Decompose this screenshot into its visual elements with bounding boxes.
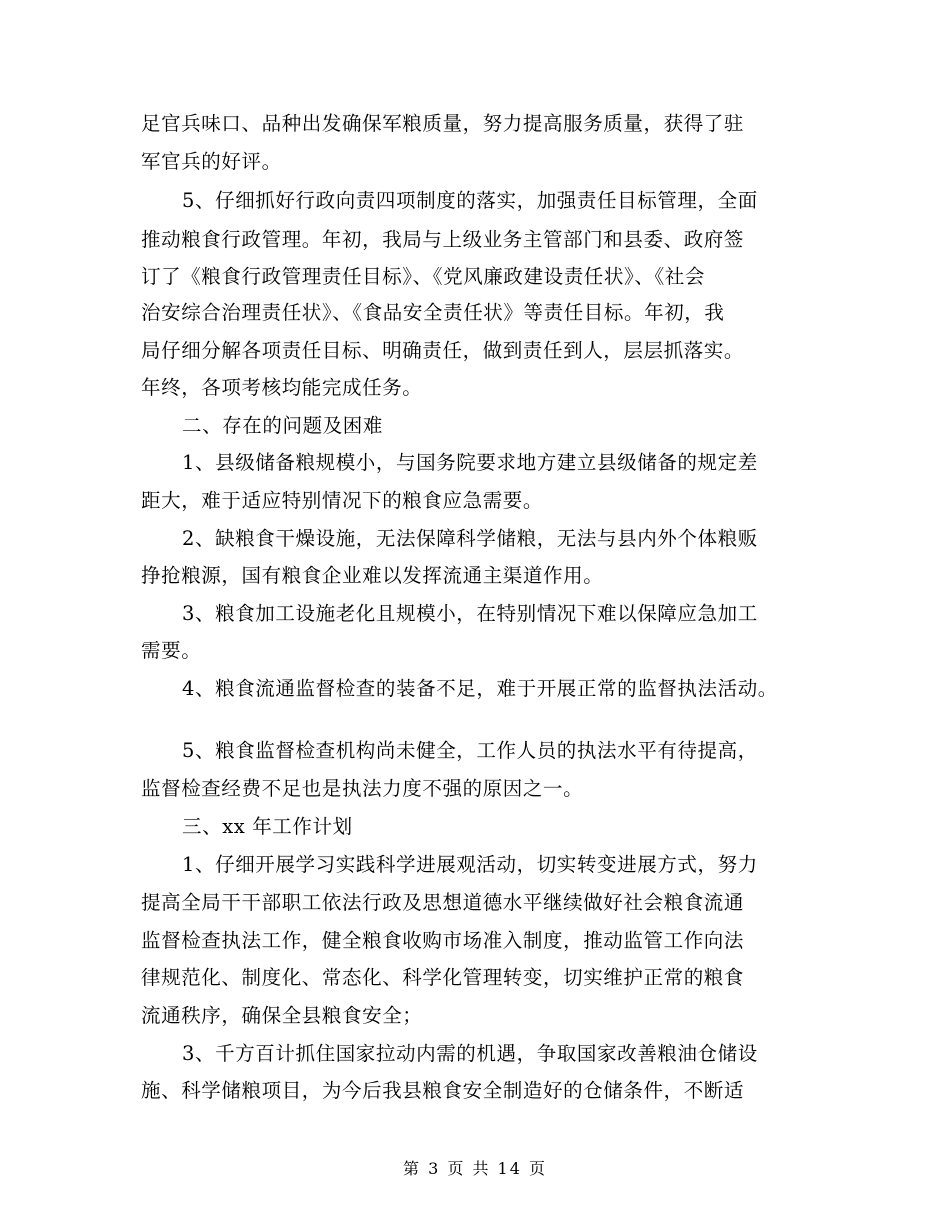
paragraph-line: 军官兵的好评。 [141,150,282,173]
paragraph-line: 1、县级储备粮规模小，与国务院要求地方建立县级储备的规定差 [182,451,758,474]
paragraph-line: 监督检查经费不足也是执法力度不强的原因之一。 [141,777,584,800]
paragraph-line: 足官兵味口、品种出发确保军粮质量，努力提高服务质量，获得了驻 [141,112,745,135]
paragraph-line: 2、缺粮食干燥设施，无法保障科学储粮，无法与县内外个体粮贩 [182,527,758,550]
paragraph-line: 推动粮食行政管理。年初，我局与上级业务主管部门和县委、政府签 [141,228,745,251]
page-number: 3 [428,1159,441,1178]
paragraph-line: 治安综合治理责任状》、《食品安全责任状》等责任目标。年初，我 [141,301,725,324]
paragraph-line: 施、科学储粮项目，为今后我县粮食安全制造好的仓储条件，不断适 [141,1079,745,1102]
paragraph-line: 订了《粮食行政管理责任目标》、《党风廉政建设责任状》、《社会 [141,265,706,288]
paragraph-line: 3、千方百计抓住国家拉动内需的机遇，争取国家改善粮油仓储设 [182,1042,758,1065]
page-label-middle: 页 共 [447,1159,491,1178]
paragraph-line: 需要。 [141,639,202,662]
paragraph-line: 监督检查执法工作，健全粮食收购市场准入制度，推动监管工作向法 [141,929,745,952]
total-pages: 14 [497,1159,522,1178]
paragraph-line: 年终，各项考核均能完成任务。 [141,376,423,399]
paragraph-line: 挣抢粮源，国有粮食企业难以发挥流通主渠道作用。 [141,564,604,587]
paragraph-line: 4、粮食流通监督检查的装备不足，难于开展正常的监督执法活动。 [182,677,778,700]
paragraph-line: 5、粮食监督检查机构尚未健全，工作人员的执法水平有待提高， [182,739,758,762]
paragraph-line: 距大，难于适应特别情况下的粮食应急需要。 [141,489,544,512]
page-label-suffix: 页 [529,1159,548,1178]
paragraph-line: 律规范化、制度化、常态化、科学化管理转变，切实维护正常的粮食 [141,966,745,989]
paragraph-line: 局仔细分解各项责任目标、明确责任，做到责任到人，层层抓落实。 [141,339,745,362]
section-heading: 三、xx 年工作计划 [182,815,353,838]
page-label-prefix: 第 [402,1159,421,1178]
page-footer [0,1156,950,1179]
paragraph-line: 3、粮食加工设施老化且规模小，在特别情况下难以保障应急加工 [182,602,758,625]
section-heading: 二、存在的问题及困难 [182,414,384,437]
paragraph-line: 1、仔细开展学习实践科学进展观活动，切实转变进展方式，努力 [182,853,758,876]
paragraph-line: 5、仔细抓好行政向责四项制度的落实，加强责任目标管理，全面 [182,189,758,212]
paragraph-line: 提高全局干干部职工依法行政及思想道德水平继续做好社会粮食流通 [141,891,745,914]
paragraph-line: 流通秩序，确保全县粮食安全； [141,1004,423,1027]
